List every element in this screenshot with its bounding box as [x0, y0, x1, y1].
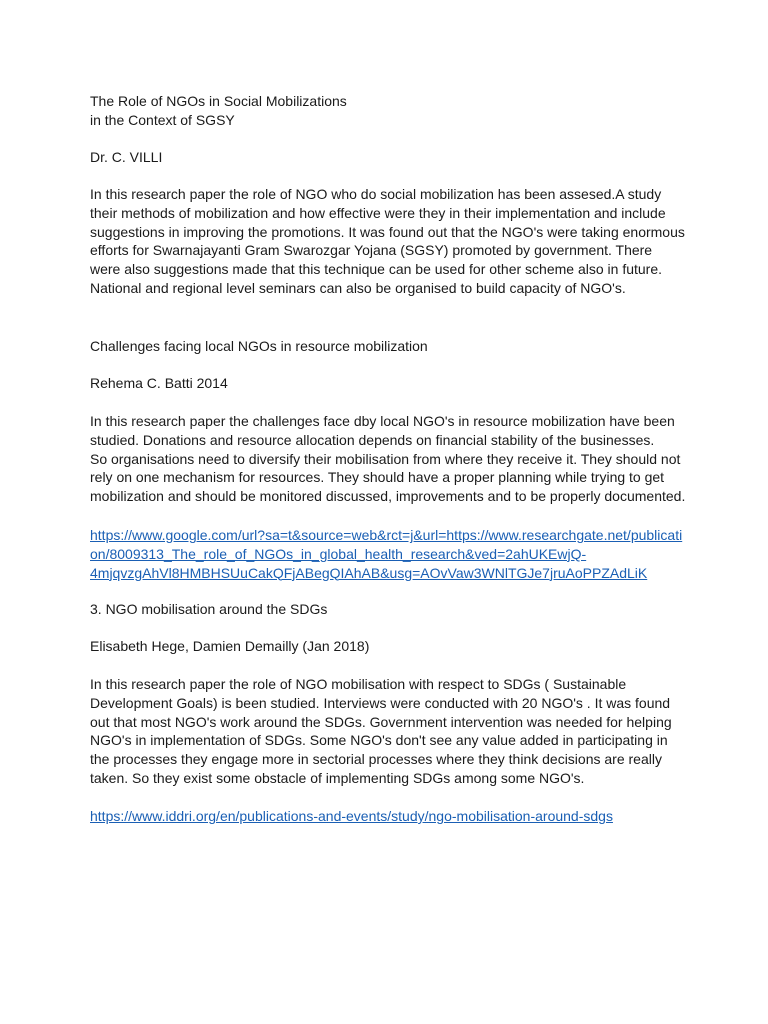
- section-heading-2: Challenges facing local NGOs in resource mobilization: [90, 338, 428, 354]
- link-line[interactable]: https://www.iddri.org/en/publications-and-events/study/ngo-mobilisation-around-sdgs: [90, 808, 613, 824]
- text-line: were also suggestions made that this technique can be used for other scheme also in future.: [90, 261, 663, 278]
- title-line: The Role of NGOs in Social Mobilizations: [90, 93, 347, 109]
- document-title: [90, 92, 690, 130]
- reference-link-1[interactable]: [90, 526, 690, 582]
- text-line: studied. Donations and resource allocation depends on financial stability of the businesses.: [90, 431, 655, 448]
- section-heading-3: 3. NGO mobilisation around the SDGs: [90, 601, 328, 617]
- text-line: NGO's in implementation of SDGs. Some NGO's don't see any value added in participating in: [90, 732, 668, 749]
- reference-link-2[interactable]: [90, 807, 690, 826]
- text-line: efforts for Swarnajayanti Gram Swarozgar Yojana (SGSY) promoted by government. There: [90, 242, 653, 259]
- text-line: So organisations need to diversify their mobilisation from where they receive it. They should not: [90, 450, 681, 467]
- link-line[interactable]: 4mjqvzgAhVl8HMBHSUuCakQFjABegQIAhAB&usg=AOvVaw3WNlTGJe7jruAoPPZAdLiK: [90, 564, 648, 581]
- text-line: out that most NGO's work around the SDGs. Government intervention was needed for helping: [90, 713, 672, 730]
- author-2: Rehema C. Batti 2014: [90, 375, 228, 391]
- author-1: Dr. C. VILLI: [90, 149, 163, 165]
- link-line[interactable]: https://www.google.com/url?sa=t&source=web&rct=j&url=https://www.researchgate.net/publicati: [90, 527, 683, 543]
- text-line: In this research paper the role of NGO who do social mobilization has been assesed.A study: [90, 186, 662, 202]
- text-line: rely on one mechanism for resources. They should have a proper planning while trying to get: [90, 469, 665, 486]
- text-line: National and regional level seminars can also be organised to build capacity of NGO's.: [90, 279, 626, 296]
- paragraph-1: [90, 185, 690, 298]
- text-line: Development Goals) is been studied. Interviews were conducted with 20 NGO's . It was found: [90, 694, 671, 711]
- title-line: in the Context of SGSY: [90, 111, 235, 128]
- paragraph-3: [90, 675, 690, 788]
- text-line: In this research paper the role of NGO mobilisation with respect to SDGs ( Sustainable: [90, 676, 627, 692]
- text-line: the processes they engage more in sectorial processes where they think decisions are really: [90, 751, 662, 768]
- link-line[interactable]: on/8009313_The_role_of_NGOs_in_global_health_research&ved=2ahUKEwjQ-: [90, 545, 587, 562]
- text-line: mobilization and should be monitored discussed, improvements and to be properly documented.: [90, 488, 686, 505]
- text-line: suggestions in improving the promotions. It was found out that the NGO's were taking enormous: [90, 223, 685, 240]
- text-line: taken. So they exist some obstacle of implementing SDGs among some NGO's.: [90, 769, 585, 786]
- paragraph-2: [90, 412, 690, 506]
- author-3: Elisabeth Hege, Damien Demailly (Jan 2018): [90, 638, 370, 654]
- text-line: their methods of mobilization and how effective were they in their implementation and include: [90, 204, 666, 221]
- text-line: In this research paper the challenges face dby local NGO's in resource mobilization have been: [90, 413, 675, 429]
